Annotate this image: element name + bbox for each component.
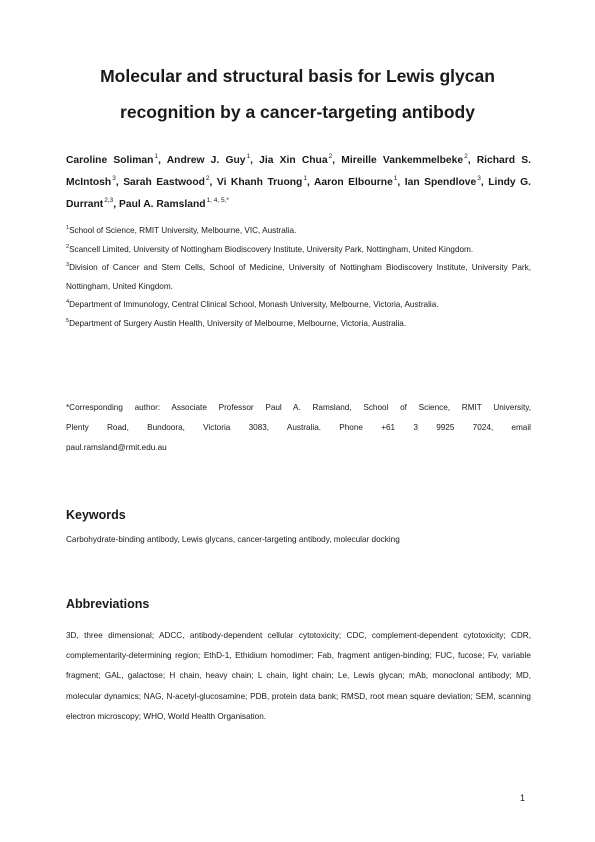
author (341, 155, 476, 166)
author-name: Paul A. Ramsland (118, 199, 206, 210)
author-affil-sup: 1 (393, 175, 398, 182)
keywords-heading: Keywords (66, 508, 126, 522)
author-name: Andrew J. Guy (166, 155, 246, 166)
author (167, 155, 259, 166)
author-name: Aaron Elbourne (313, 177, 393, 188)
affil-sup: 5 (66, 317, 70, 324)
author-sep: , (332, 155, 342, 166)
corresponding-author (66, 398, 531, 458)
author (217, 177, 314, 188)
author-sep: , (250, 155, 260, 166)
author (405, 177, 488, 188)
author-affil-sup: 2 (328, 153, 333, 160)
author (259, 155, 341, 166)
affiliation (66, 296, 531, 315)
affiliation (66, 241, 531, 260)
affil-sup: 1 (66, 225, 70, 231)
author-affil-sup: 1 (154, 153, 159, 160)
corresponding-line-1: *Corresponding author: Associate Professor Paul A. Ramsland, School of Science, RMIT University, (66, 403, 531, 412)
affil-sup: 4 (66, 299, 70, 305)
author-name: Mireille Vankemmelbeke (341, 155, 464, 166)
paper-title (60, 58, 535, 130)
author-name: Ian Spendlove (404, 177, 477, 188)
author-affil-sup: 1, 4, 5,* (206, 197, 229, 204)
author-affil-sup: 3 (477, 175, 481, 182)
affil-sup: 3 (66, 262, 70, 268)
author-affil-sup: 2,3 (104, 197, 114, 204)
author (314, 177, 405, 188)
author-name: Sarah Eastwood (123, 177, 205, 188)
author-name: Lindy G. Durrant (66, 177, 532, 210)
author-affil-sup: 1 (303, 175, 307, 182)
author-affil-sup: 3 (112, 175, 116, 182)
page-number: 1 (520, 793, 526, 803)
affil-text: School of Science, RMIT University, Melbourne, VIC, Australia. (69, 226, 297, 235)
title-line-2: recognition by a cancer-targeting antibody (120, 102, 475, 122)
author (123, 177, 217, 188)
affiliations (66, 222, 531, 333)
author-sep: , (306, 177, 314, 188)
affil-text: Division of Cancer and Stem Cells, School of Medicine, University of Nottingham Biodiscovery Institute, University Park, Nottingham, United Kingdom. (66, 263, 531, 291)
affil-sup: 2 (66, 243, 70, 250)
affil-text: Department of Surgery Austin Health, University of Melbourne, Melbourne, Victoria, Australia. (69, 318, 407, 328)
title-line-1: Molecular and structural basis for Lewis glycan (100, 66, 495, 86)
author-name: Richard S. McIntosh (66, 155, 531, 188)
author-sep: , (158, 155, 167, 166)
author-sep: , (397, 177, 405, 188)
author-sep: , (113, 199, 119, 210)
author (66, 155, 167, 166)
author-list (66, 150, 531, 216)
author (119, 199, 229, 210)
affiliation (66, 259, 531, 296)
author-sep: , (467, 155, 477, 166)
corresponding-email[interactable]: paul.ramsland@rmit.edu.au (66, 443, 167, 452)
author-sep: , (115, 177, 124, 188)
author-affil-sup: 2 (205, 175, 210, 182)
author-sep: , (480, 177, 489, 188)
affil-text: Scancell Limited, University of Nottingham Biodiscovery Institute, University Park, Nottingham, United Kingdom. (69, 244, 474, 254)
affiliation (66, 222, 531, 241)
corresponding-line-2: Plenty Road, Bundoora, Victoria 3083, Australia. Phone +61 3 9925 7024, email (66, 423, 531, 432)
abbreviations-heading: Abbreviations (66, 597, 150, 611)
affiliation (66, 315, 531, 334)
author-affil-sup: 1 (246, 153, 251, 160)
author-name: Caroline Soliman (66, 155, 154, 166)
author-sep: , (209, 177, 217, 188)
affil-text: Department of Immunology, Central Clinical School, Monash University, Melbourne, Victoria, Australia. (69, 300, 439, 309)
keywords-text: Carbohydrate-binding antibody, Lewis glycans, cancer-targeting antibody, molecular docking (66, 535, 400, 544)
author-affil-sup: 2 (464, 153, 468, 160)
author-name: Jia Xin Chua (259, 155, 328, 166)
author-name: Vi Khanh Truong (216, 177, 303, 188)
abbreviations-text: 3D, three dimensional; ADCC, antibody-dependent cellular cytotoxicity; CDC, complement-dependent cytotoxicity; CDR, complementarity-determining region; EthD-1, Ethidium homodimer; Fab, fragment antigen-binding; FUC, fucose; Fv, variable fragment; GAL, galactose; H chain, heavy chain; L chain, light chain; Le, Lewis glycan; mAb, monoclonal antibody; MD, molecular dynamics; NAG, N-acetyl-glucosamine; PDB, protein data bank; RMSD, root mean square deviation; SEM, scanning electron microscopy; WHO, World Health Organisation. (66, 631, 531, 721)
